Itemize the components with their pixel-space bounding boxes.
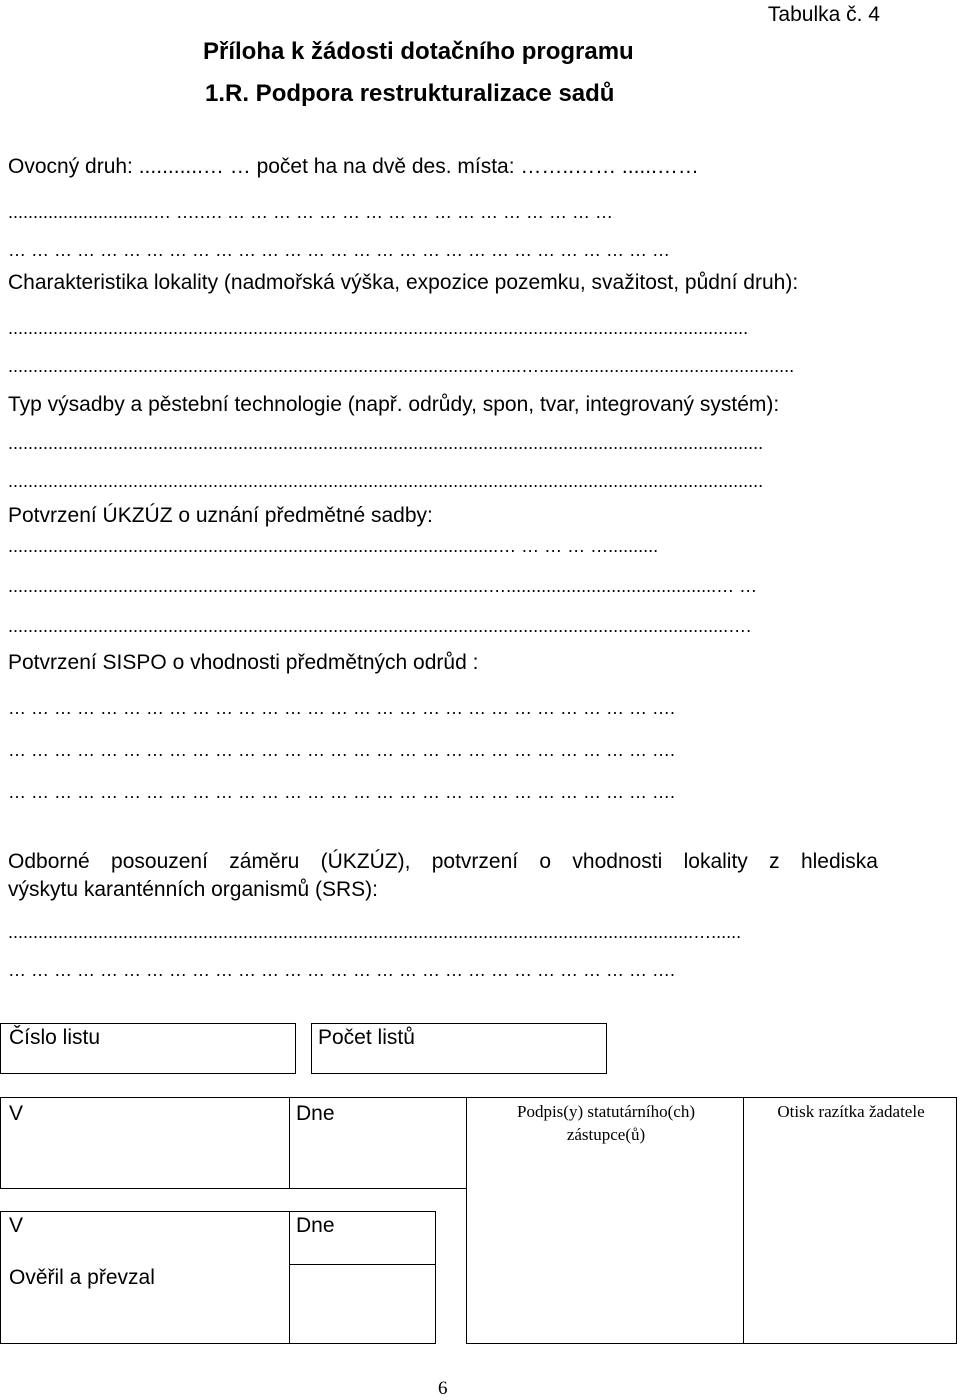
planting-type-label: Typ výsadby a pěstební technologie (např. odrůdy, spon, tvar, integrovaný systém): — [8, 393, 780, 416]
expert-evaluation-label: Odborné posouzení záměru (ÚKZÚZ), potvrzení o vhodnosti lokality z hlediska — [8, 850, 878, 873]
stamp-box[interactable] — [743, 1097, 957, 1344]
expert-fill-line: … … … … … … … … … … … … … … … … … … … … … … … … … … … … …. — [8, 960, 676, 980]
verification-date-box[interactable] — [289, 1211, 436, 1265]
locality-fill-line: ...............................................................................................…....…................................................... — [8, 356, 795, 376]
table-label: Tabulka č. 4 — [767, 3, 880, 26]
sispo-confirmation-label: Potvrzení SISPO o vhodnosti předmětných odrůd : — [8, 651, 479, 674]
sheet-number-box[interactable] — [0, 1023, 296, 1074]
planting-fill-line: ....................................................................................................................................................... — [8, 471, 764, 491]
fruit-type-label: Ovocný druh: ...........… … počet ha na dvě des. místa: ……..…… ......…… — [8, 155, 699, 178]
signature-box[interactable] — [466, 1097, 744, 1344]
place-box[interactable] — [0, 1097, 290, 1189]
signature-label: Podpis(y) statutárního(ch) zástupce(ů) — [517, 1102, 695, 1144]
date-box[interactable] — [289, 1097, 467, 1189]
verification-signature-box[interactable] — [289, 1264, 436, 1344]
date-label: Dne — [296, 1102, 335, 1125]
document-title: Příloha k žádosti dotačního programu — [203, 38, 634, 65]
ukzuz-confirmation-label: Potvrzení ÚKZÚZ o uznání předmětné sadby: — [8, 504, 433, 527]
locality-fill-line: .................................................................................................................................................... — [8, 318, 749, 338]
sispo-fill-line: … … … … … … … … … … … … … … … … … … … … … … … … … … … … …. — [8, 740, 676, 760]
fruit-type-fill-line: .............................… ….…. … … … … … … … … … … … … … … … … … — [8, 202, 614, 222]
ukzuz-fill-line: ................................................................................................…..........................................… … — [8, 576, 758, 596]
sispo-fill-line: … … … … … … … … … … … … … … … … … … … … … … … … … … … … …. — [8, 782, 676, 802]
program-title: 1.R. Podpora restrukturalizace sadů — [205, 80, 615, 107]
stamp-label: Otisk razítka žadatele — [777, 1102, 925, 1121]
verification-place-label: V — [9, 1214, 24, 1237]
planting-fill-line: ....................................................................................................................................................... — [8, 433, 764, 453]
expert-fill-line: .........................................................................................................................................…...... — [8, 922, 742, 942]
ukzuz-fill-line: ..................................................................................................… … … … ….......... — [8, 536, 659, 556]
sheet-number-label: Číslo listu — [9, 1026, 101, 1049]
locality-label: Charakteristika lokality (nadmořská výška, expozice pozemku, svažitost, půdní druh): — [8, 271, 799, 294]
fruit-type-fill-line: … … … … … … … … … … … … … … … … … … … … … … … … … … … … … — [8, 240, 671, 260]
expert-evaluation-label-cont: výskytu karanténních organismů (SRS): — [8, 878, 378, 901]
sispo-fill-line: … … … … … … … … … … … … … … … … … … … … … … … … … … … … …. — [8, 698, 676, 718]
page-number: 6 — [438, 1378, 448, 1399]
sheet-count-label: Počet listů — [318, 1026, 415, 1049]
ukzuz-fill-line: ................................................................................................................................................…. — [8, 616, 752, 636]
sheet-count-box[interactable] — [311, 1023, 607, 1074]
place-label: V — [9, 1102, 24, 1125]
verification-place-box[interactable] — [0, 1211, 290, 1344]
verification-date-label: Dne — [296, 1214, 335, 1237]
verified-by-label: Ověřil a převzal — [9, 1266, 155, 1289]
